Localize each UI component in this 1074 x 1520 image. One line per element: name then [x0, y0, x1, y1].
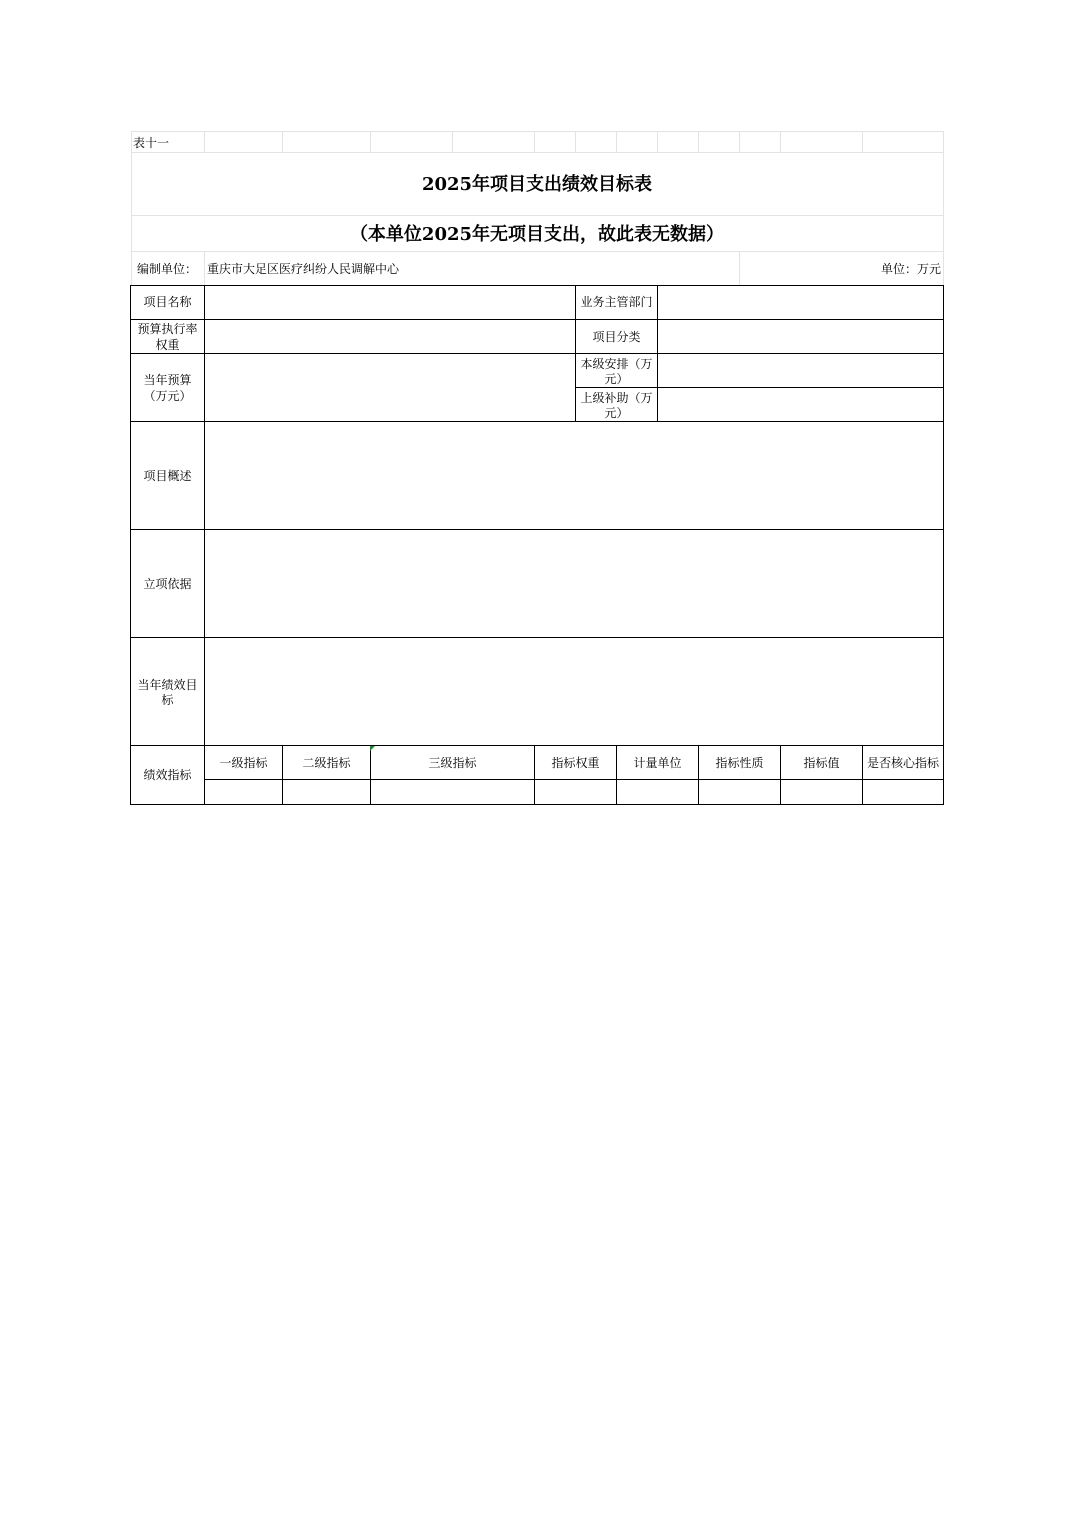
unit-label: 编制单位：: [137, 262, 198, 276]
page-subtitle: （本单位2025年无项目支出，故此表无数据）: [349, 224, 725, 245]
indicator-header: 三级指标: [428, 756, 477, 770]
label-basis: 立项依据: [143, 577, 192, 591]
indicator-header: 是否核心指标: [866, 756, 939, 770]
indicator-header: 二级指标: [302, 756, 351, 770]
label-overview: 项目概述: [143, 469, 192, 483]
label-department: 业务主管部门: [580, 295, 653, 309]
currency-unit: 单位：万元: [880, 262, 941, 276]
page-title: 2025年项目支出绩效目标表: [421, 174, 653, 195]
indicator-header: 指标值: [803, 756, 840, 770]
indicator-header: 一级指标: [219, 756, 268, 770]
label-category: 项目分类: [592, 330, 641, 344]
label-upper-line1: 上级补助（万: [580, 391, 653, 405]
label-local-line2: 元）: [604, 372, 629, 386]
comment-marker: [370, 746, 375, 751]
indicator-header: 指标性质: [715, 756, 764, 770]
label-project-name: 项目名称: [143, 295, 192, 309]
label-goal-line1: 当年绩效目: [137, 678, 198, 692]
table-number: 表十一: [133, 136, 170, 150]
label-goal-line2: 标: [161, 693, 174, 707]
label-exec-rate-line2: 权重: [155, 338, 180, 352]
label-indicators: 绩效指标: [143, 768, 192, 782]
label-upper-line2: 元）: [604, 406, 629, 420]
label-local-line1: 本级安排（万: [580, 357, 653, 371]
label-budget-line1: 当年预算: [143, 373, 192, 387]
unit-name: 重庆市大足区医疗纠纷人民调解中心: [207, 262, 400, 276]
label-exec-rate-line1: 预算执行率: [137, 322, 198, 336]
indicator-header: 计量单位: [633, 756, 682, 770]
label-budget-line2: （万元）: [143, 389, 192, 403]
indicator-header: 指标权重: [551, 756, 600, 770]
